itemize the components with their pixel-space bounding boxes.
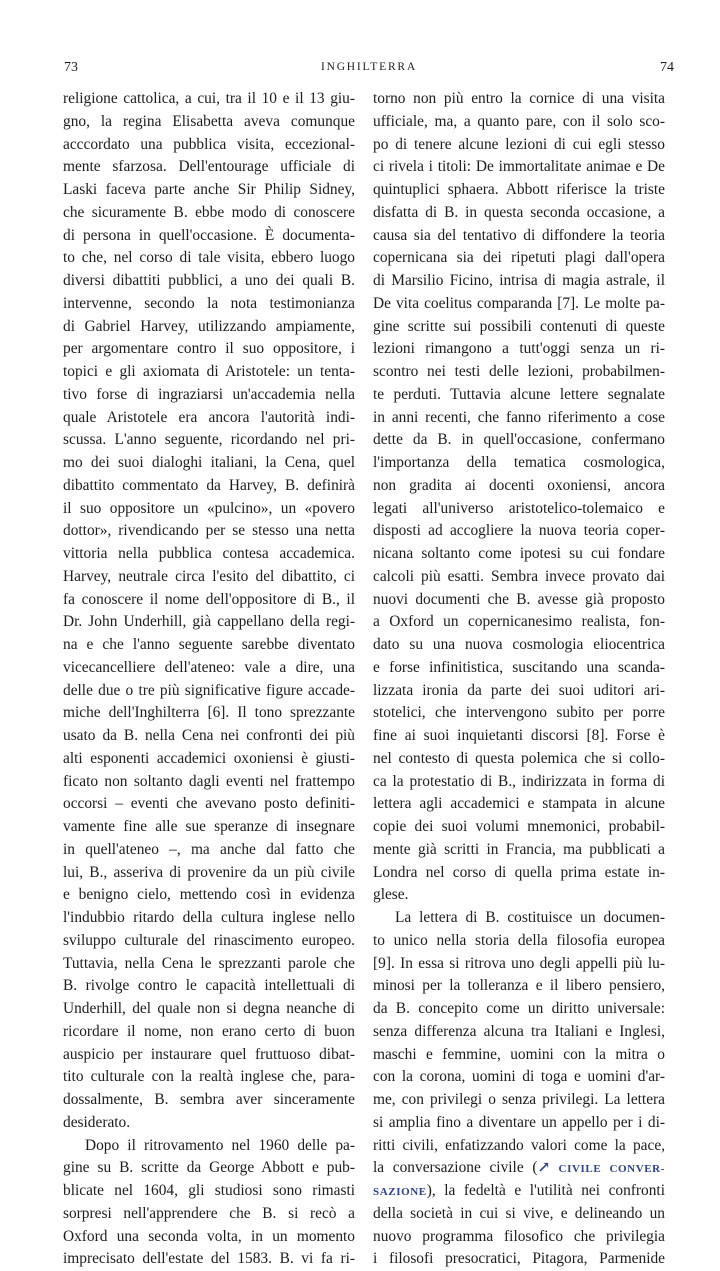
text-line: nel contesto di questa polemica che si collo-	[373, 749, 665, 767]
page-number-right: 74	[660, 60, 674, 75]
text-line: religione cattolica, a cui, tra il 10 e il 13 giu-	[63, 90, 355, 107]
text-line: to che, nel corso di tale visita, ebbero luogo	[63, 249, 355, 267]
text-line: topici e gli axiomata di Aristotele: un tenta-	[63, 363, 355, 380]
cross-reference-arrow-icon[interactable]: ↗	[537, 1159, 551, 1177]
text-line: ca la protestatio di B., indirizzata in forma di	[373, 772, 665, 790]
text-line: ficato non soltanto dagli eventi nel frattempo	[63, 772, 355, 790]
text-line: me, con privilegi o senza privilegi. La lettera	[373, 1091, 665, 1108]
text-line: Dr. John Underhill, già cappellano della regi-	[63, 613, 355, 631]
text-line: di Gabriel Harvey, utilizzando ampiamente,	[63, 317, 355, 335]
text-line: mente sfarzosa. Dell'entourage ufficiale di	[63, 158, 355, 176]
text-line: l'indubbio ritardo della cultura inglese nello	[63, 909, 355, 926]
text-line: lizzata ironia da parte dei suoi uditori ari-	[373, 681, 665, 699]
text-line: a Oxford un copernicanesimo realista, fon-	[373, 613, 665, 631]
text-line: in quell'ateneo –, ma anche dal fatto che	[63, 840, 355, 858]
text-line: scontro nei testi delle lezioni, probabilmen-	[373, 363, 665, 380]
text-line: desiderato.	[63, 1113, 131, 1131]
text-line: dossalmente, B. sembra aver sinceramente	[63, 1091, 355, 1108]
text-line: stotelici, che intervengono subito per porre	[373, 704, 665, 722]
text-line: B. rivolge contro le capacità intellettuali di	[63, 977, 355, 995]
text-line: e forse infinitistica, suscitando una scanda-	[373, 658, 665, 676]
text-line: che sicuramente B. ebbe modo di conoscere	[63, 203, 355, 221]
text-line: nuovo programma filosofico che privilegia	[373, 1227, 665, 1245]
text-fragment: la conversazione civile (	[373, 1159, 538, 1177]
text-line: gine su B. scritte da George Abbott e pub-	[63, 1159, 355, 1177]
text-line: Oxford una seconda volta, in un momento	[63, 1227, 355, 1245]
text-line: gine scritte sui possibili contenuti di queste	[373, 317, 665, 335]
text-line: [9]. In essa si ritrova uno degli appelli più lu-	[373, 954, 665, 972]
text-line: occorsi – eventi che avevano posto definiti-	[63, 795, 355, 813]
text-line: per argomentare contro il suo oppositore, i	[63, 340, 355, 358]
text-line: copernicana sia dei ripetuti plagi dall'opera	[373, 249, 665, 267]
text-line: ci rivela i titoli: De immortalitate animae e De	[373, 158, 665, 176]
text-line: ricordare il nome, non erano certo di buon	[63, 1022, 355, 1040]
running-header	[64, 60, 674, 82]
text-line: glese.	[373, 886, 409, 904]
text-line: quale Aristotele era ancora l'autorità indi-	[63, 408, 355, 426]
text-line: auspicio per instaurare quel fruttuoso dibat-	[63, 1045, 355, 1063]
text-line: l'importanza della tematica cosmologica,	[373, 454, 665, 471]
text-line: fine ai suoi inquietanti discorsi [8]. Forse è	[373, 727, 665, 744]
text-line: si amplia fino a diventare un appello per i di-	[373, 1113, 665, 1131]
text-line: minosi per la tolleranza e il libero pensiero,	[373, 977, 665, 995]
text-line: Dopo il ritrovamento nel 1960 delle pa-	[85, 1136, 355, 1154]
text-line: tito culturale con la realtà inglese che, para-	[63, 1068, 355, 1086]
text-line: torno non più entro la cornice di una visita	[373, 90, 665, 107]
running-title: INGHILTERRA	[320, 61, 418, 73]
text-line: sorpresi nell'apprendere che B. si recò a	[63, 1204, 355, 1222]
text-line: mo dei suoi dialoghi italiani, la Cena, quel	[63, 454, 355, 471]
text-line: na e che l'anno seguente sarebbe diventato	[63, 636, 355, 653]
text-line: di persona in quell'occasione. È documenta-	[63, 226, 355, 244]
text-line: acccordato una pubblica visita, eccezional-	[63, 135, 355, 153]
text-line: lezioni rimangono a tutt'oggi senza un ri-	[373, 340, 665, 358]
text-line: Tuttavia, nella Cena le sprezzanti parole che	[63, 954, 355, 972]
text-line	[373, 1157, 665, 1180]
text-line: disfatta di B. in questa seconda occasione, a	[373, 203, 665, 221]
text-line: vicecancelliere dell'ateneo: vale a dire, una	[63, 658, 355, 676]
text-line: quintuplici sphaera. Abbott riferisce la triste	[373, 181, 665, 198]
text-line: vittoria nella pubblica contesa accademica.	[63, 545, 355, 562]
text-line: ufficiale, ma, a quanto pare, con il solo sco-	[373, 112, 665, 130]
left-text-column	[63, 88, 355, 1271]
text-line: il suo oppositore un «pulcino», un «povero	[63, 499, 355, 517]
right-text-column	[373, 88, 665, 1271]
text-line: e benigno cielo, mettendo così in evidenza	[63, 886, 355, 904]
text-line: vamente fine alle sue speranze di insegnare	[63, 818, 355, 835]
text-line: to unico nella storia della filosofia europea	[373, 931, 665, 949]
text-line: diversi dibattiti pubblici, a uno dei quali B.	[63, 272, 355, 289]
text-line: mente già scritti in Francia, ma pubblicati a	[373, 840, 665, 858]
text-line: in anni recenti, che fanno riferimento a cose	[373, 408, 665, 426]
text-line: Laski faceva parte anche Sir Philip Sidney,	[63, 181, 355, 198]
text-line: Harvey, neutrale circa l'esito del dibattito, ci	[63, 567, 355, 585]
text-line: usato da B. nella Cena nei confronti dei più	[63, 727, 355, 744]
text-line: causa sia del tentativo di diffondere la teoria	[373, 226, 665, 244]
text-line: Underhill, del quale non si degna neanche di	[63, 1000, 355, 1017]
text-line: gno, la regina Elisabetta aveva comunque	[63, 112, 355, 130]
cross-reference-link[interactable]: SAZIONE	[373, 1186, 427, 1198]
text-line: po di tenere alcune lezioni di cui egli stesso	[373, 135, 665, 153]
text-line: scussa. L'anno seguente, ricordando nel pri-	[63, 431, 355, 449]
text-line: senza differenza alcuna tra Italiani e Inglesi,	[373, 1022, 665, 1040]
text-line: sviluppo culturale del rinascimento europeo.	[63, 931, 355, 949]
text-line: di Marsilio Ficino, intrisa di magia astrale, il	[373, 272, 665, 289]
text-line: da B. concepito come un diritto universale:	[373, 1000, 665, 1017]
text-line: De vita coelitus comparanda [7]. Le molte pa-	[373, 294, 665, 312]
text-line: i filosofi presocratici, Pitagora, Parmenide	[373, 1250, 665, 1268]
text-line: disposti ad accogliere la nuova teoria coper-	[373, 522, 665, 540]
text-line: alti esponenti accademici oxoniensi è giusti-	[63, 749, 355, 767]
text-line: maschi e femmine, uomini con la mitra o	[373, 1045, 665, 1063]
text-line: della società in cui si vive, e delineando un	[373, 1204, 665, 1222]
text-line: nicana soltanto come ipotesi su cui fondare	[373, 545, 665, 562]
cross-reference-link[interactable]: CIVILE CONVER-	[550, 1163, 665, 1176]
text-line: lui, B., asseriva di provenire da un più civile	[63, 863, 355, 881]
text-line: miche dell'Inghilterra [6]. Il tono sprezzante	[63, 704, 355, 722]
text-line: dibattito commentato da Harvey, B. definirà	[63, 476, 355, 494]
text-line: legati all'universo aristotelico-tolemaico e	[373, 499, 665, 517]
text-line: tivo forse di ingraziarsi un'accademia nella	[63, 385, 355, 403]
text-line: calcoli più esatti. Sembra invece provato dai	[373, 567, 665, 585]
text-line: ritti civili, enfatizzando valori come la pace,	[373, 1136, 665, 1154]
text-fragment: ), la fedeltà e l'utilità nei confronti	[426, 1182, 665, 1199]
text-line: delle due o tre più significative figure accade-	[63, 681, 355, 699]
text-line: con la corona, uomini di toga e uomini d'ar-	[373, 1068, 665, 1086]
page-number-left: 73	[64, 60, 78, 75]
text-line: non gradita ai docenti oxoniensi, ancora	[373, 476, 665, 494]
text-line: intervenne, secondo la nota testimonianza	[63, 294, 355, 312]
text-line: nuovi documenti che B. avesse già proposto	[373, 590, 665, 608]
text-line: dottor», rivendicando per se stesso una netta	[63, 522, 355, 540]
text-line: lettera agli accademici e stampata in alcune	[373, 795, 665, 813]
text-line: Londra nel corso di quella prima estate in-	[373, 863, 665, 881]
text-line: dette da B. in quell'occasione, confermano	[373, 431, 665, 449]
text-line: fa conoscere il nome dell'oppositore di B., il	[63, 590, 355, 608]
text-line	[373, 1180, 665, 1203]
text-line: blicate nel 1604, gli studiosi sono rimasti	[63, 1182, 355, 1199]
text-line: te perduti. Tuttavia alcune lettere segnalate	[373, 385, 665, 403]
text-line: copie dei suoi volumi mnemonici, probabil-	[373, 818, 665, 835]
text-line: dato su una nuova cosmologia eliocentrica	[373, 636, 665, 653]
text-line: imprecisato dell'estate del 1583. B. vi fa ri-	[63, 1250, 355, 1268]
text-line: La lettera di B. costituisce un documen-	[395, 909, 665, 926]
